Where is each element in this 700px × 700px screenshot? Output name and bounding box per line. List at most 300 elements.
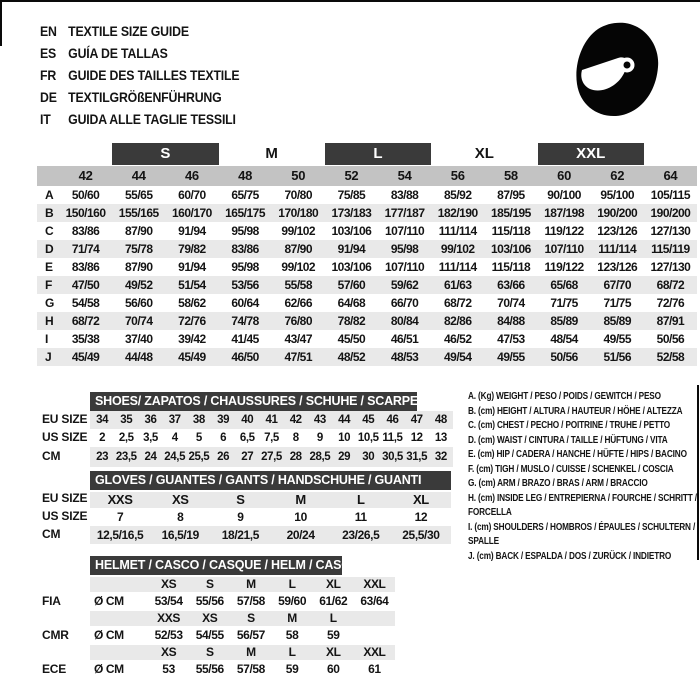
- cell: 47: [410, 414, 423, 426]
- diameter-unit-label: Ø CM: [94, 628, 124, 642]
- cell: 71/74: [71, 242, 100, 256]
- cell: 50/56: [656, 332, 685, 346]
- row-letter: F: [45, 278, 53, 292]
- cell: 12: [410, 432, 423, 444]
- cell: 30,5: [382, 451, 403, 463]
- size-header-cell: 62: [610, 168, 625, 183]
- cell: 6,5: [239, 432, 255, 444]
- table-row: [37, 330, 697, 348]
- cell: 57/58: [236, 594, 265, 608]
- language-row: [40, 108, 239, 130]
- diameter-unit-label: Ø CM: [94, 594, 124, 608]
- legend-item: B. (cm) HEIGHT / ALTURA / HAUTEUR / HÖHE / ALTEZZA: [468, 404, 683, 417]
- cell: 115/119: [651, 242, 690, 256]
- cell: 103/106: [490, 242, 531, 256]
- cell: 72/76: [178, 314, 206, 328]
- cell: 52/58: [656, 350, 685, 364]
- table-row: [37, 276, 697, 294]
- cell: 59/62: [390, 278, 419, 292]
- cell: 85/92: [443, 188, 472, 202]
- cell: 48/53: [390, 350, 419, 364]
- helmet-values-row: [90, 628, 395, 643]
- cell: 83/88: [390, 188, 419, 202]
- row-letter: C: [45, 224, 54, 238]
- cell: 47/53: [497, 332, 525, 346]
- diameter-unit-label: Ø CM: [94, 662, 124, 676]
- cell: 115/118: [491, 260, 531, 274]
- cell: 7,5: [264, 432, 279, 444]
- cell: 12,5/16,5: [96, 528, 144, 542]
- cell: 187/198: [544, 206, 585, 220]
- cell: 5: [195, 432, 202, 444]
- table-row: [37, 348, 697, 366]
- cell: 61/62: [319, 594, 348, 608]
- cell: 58: [285, 628, 299, 642]
- cell: 80/84: [390, 314, 419, 328]
- measurement-legend: [468, 389, 697, 563]
- cell: 95/98: [390, 242, 419, 256]
- cell: XS: [202, 611, 218, 625]
- cell: XXS: [107, 492, 133, 507]
- size-header-cell: 52: [344, 168, 359, 183]
- cell: 18/21,5: [221, 528, 260, 542]
- cell: 58/62: [178, 296, 206, 310]
- size-group-row: [37, 143, 697, 165]
- helmet-standard-label: FIA: [42, 594, 61, 608]
- cell: 70/74: [124, 314, 153, 328]
- cell: 45: [362, 414, 375, 426]
- cell: 53: [162, 662, 175, 676]
- cell: 190/200: [650, 206, 691, 220]
- cell: 155/165: [118, 206, 159, 220]
- cell: XS: [171, 492, 189, 507]
- cell: 99/102: [281, 224, 316, 238]
- cell: 49/55: [497, 350, 525, 364]
- cell: 35: [120, 414, 133, 426]
- gloves-row-cm: [90, 526, 451, 544]
- cell: 185/195: [490, 206, 531, 220]
- cell: 11,5: [382, 432, 403, 444]
- cell: 48: [434, 414, 447, 426]
- cell: 7: [116, 510, 124, 524]
- cell: 87/90: [284, 242, 312, 256]
- cell: L: [356, 492, 365, 507]
- cell: 105/115: [650, 188, 691, 202]
- size-group-m: M: [265, 145, 278, 162]
- cell: 52/53: [154, 628, 183, 642]
- cell: 53/56: [231, 278, 259, 292]
- cell: [90, 611, 148, 626]
- cell: L: [329, 611, 337, 625]
- legend-item: G. (cm) ARM / BRAZO / BRAS / ARM / BRACCIO: [468, 477, 648, 489]
- cell: 68/72: [656, 278, 685, 292]
- cell: 29: [338, 451, 351, 463]
- cell: 28,5: [309, 451, 331, 463]
- cell: 44/48: [124, 350, 153, 364]
- cell: M: [246, 577, 256, 591]
- size-header-row: [37, 166, 697, 186]
- cell: 103/106: [331, 224, 372, 238]
- cell: 40: [241, 414, 254, 426]
- cell: [90, 645, 148, 660]
- shoes-row-us: [90, 429, 453, 447]
- cell: 9: [237, 510, 244, 524]
- right-border-line: [697, 385, 699, 560]
- cell: 41: [265, 414, 278, 426]
- cell: 65/68: [550, 278, 578, 292]
- helmet-values-row: [90, 594, 395, 609]
- corner-cell: [37, 166, 59, 186]
- language-row: [40, 20, 239, 42]
- cell: 16,5/19: [161, 528, 199, 542]
- cell: 49/54: [443, 350, 472, 364]
- language-code: EN: [40, 23, 57, 39]
- cell: 23/26,5: [342, 528, 380, 542]
- shoes-section-header: SHOES/ ZAPATOS / CHAUSSURES / SCHUHE / SCARPE: [90, 392, 417, 411]
- cell: 47/50: [71, 278, 100, 292]
- language-title-list: [40, 20, 239, 130]
- cell: 83/86: [71, 224, 100, 238]
- cell: 115/118: [491, 224, 531, 238]
- cell: 10: [338, 432, 351, 444]
- cell: 123/126: [597, 224, 638, 238]
- cell: 43: [313, 414, 326, 426]
- cell: 46: [386, 414, 399, 426]
- cell: 79/82: [178, 242, 206, 256]
- cell: 48/54: [550, 332, 578, 346]
- cell: 68/72: [443, 296, 472, 310]
- cell: 51/56: [603, 350, 631, 364]
- table-row: [37, 186, 697, 204]
- cell: S: [247, 611, 255, 625]
- cell: 76/80: [284, 314, 312, 328]
- cell: 87/95: [497, 188, 525, 202]
- table-row: [37, 258, 697, 276]
- cell: 99/102: [440, 242, 475, 256]
- cell: 48/52: [337, 350, 366, 364]
- cell: 25,5: [188, 451, 210, 463]
- cell: 95/98: [231, 224, 259, 238]
- cell: 111/114: [438, 224, 477, 238]
- legend-item: D. (cm) WAIST / CINTURA / TAILLE / HÜFTUNG / VITA: [468, 433, 668, 446]
- cell: 55/65: [124, 188, 153, 202]
- cell: 63/66: [497, 278, 525, 292]
- legend-item: I. (cm) SHOULDERS / HOMBROS / ÉPAULES / SCHULTERN / SPALLE: [468, 520, 696, 547]
- cell: 82/86: [443, 314, 472, 328]
- measurement-rows: [37, 186, 697, 366]
- cell: 66/70: [390, 296, 419, 310]
- cell: 20/24: [286, 528, 315, 542]
- cell: 107/110: [544, 242, 584, 256]
- helmet-values-row: [90, 662, 395, 677]
- cell: 99/102: [281, 260, 316, 274]
- cell: 11: [354, 510, 367, 524]
- cell: 85/89: [550, 314, 578, 328]
- gloves-row-label: EU SIZE: [42, 491, 88, 505]
- language-row: [40, 42, 239, 64]
- language-title: TEXTILGRÖßENFÜHRUNG: [68, 89, 222, 105]
- cell: 47/51: [284, 350, 312, 364]
- cell: 56/57: [236, 628, 265, 642]
- cell: S: [236, 492, 245, 507]
- cell: 50/56: [550, 350, 578, 364]
- cell: XS: [160, 577, 177, 591]
- cell: 50/60: [71, 188, 100, 202]
- row-letter: B: [45, 206, 54, 220]
- cell: 10: [294, 510, 307, 524]
- language-title: TEXTILE SIZE GUIDE: [68, 23, 189, 39]
- cell: 85/89: [603, 314, 631, 328]
- legend-item: A. (Kg) WEIGHT / PESO / POIDS / GEWITCH / PESO: [468, 390, 661, 402]
- cell: 3,5: [143, 432, 158, 444]
- table-row: [37, 294, 697, 312]
- shoes-row-eu: [90, 411, 453, 429]
- cell: 60: [326, 662, 340, 676]
- cell: 2: [99, 432, 106, 444]
- table-row: [37, 204, 697, 222]
- cell: M: [287, 611, 297, 625]
- gloves-row-eu: [90, 492, 451, 508]
- size-header-cell: 44: [131, 168, 146, 183]
- row-letter: J: [45, 350, 52, 364]
- cell: 107/110: [384, 260, 425, 274]
- legend-item: F. (cm) TIGH / MUSLO / CUISSE / SCHENKEL / COSCIA: [468, 462, 674, 475]
- gloves-section-header: GLOVES / GUANTES / GANTS / HANDSCHUHE / GUANTI: [90, 471, 451, 490]
- size-header-cell: 54: [397, 168, 412, 183]
- cell: 27: [241, 451, 254, 463]
- left-border-line: [0, 0, 2, 46]
- cell: 55/56: [195, 662, 224, 676]
- shoes-row-label: EU SIZE: [42, 412, 88, 426]
- cell: 60/70: [178, 188, 206, 202]
- cell: 83/86: [71, 260, 100, 274]
- language-title: GUÍA DE TALLAS: [68, 45, 168, 61]
- cell: 72/76: [656, 296, 685, 310]
- cell: 71/75: [603, 296, 631, 310]
- cell: 61: [368, 662, 381, 676]
- row-letter: G: [45, 296, 55, 310]
- cell: 62/66: [284, 296, 312, 310]
- size-header-cell: 56: [450, 168, 465, 183]
- cell: [354, 628, 395, 643]
- cell: 165/175: [225, 206, 266, 220]
- shoes-row-label: US SIZE: [42, 430, 88, 444]
- cell: 30: [362, 451, 375, 463]
- language-row: [40, 64, 239, 86]
- cell: 8: [177, 510, 184, 524]
- top-border-line: [0, 0, 700, 2]
- cell: XXS: [157, 611, 180, 625]
- size-header-cell: 60: [557, 168, 572, 183]
- cell: M: [295, 492, 306, 507]
- size-header-cell: 58: [503, 168, 518, 183]
- cell: XL: [325, 645, 341, 659]
- cell: 87/90: [124, 224, 153, 238]
- helmet-standard-label: ECE: [42, 662, 67, 676]
- shoes-row-label: CM: [42, 449, 61, 463]
- cell: 39/42: [178, 332, 206, 346]
- cell: 150/160: [65, 206, 106, 220]
- cell: 103/106: [331, 260, 372, 274]
- cell: 10,5: [357, 432, 379, 444]
- cell: 170/180: [278, 206, 319, 220]
- cell: 46/51: [390, 332, 419, 346]
- table-row: [37, 222, 697, 240]
- size-group-l: L: [325, 143, 431, 165]
- cell: 37: [168, 414, 181, 426]
- cell: 43/47: [284, 332, 312, 346]
- cell: 83/86: [231, 242, 259, 256]
- cell: 190/200: [597, 206, 638, 220]
- cell: 12: [414, 510, 428, 524]
- size-header-cell: 50: [291, 168, 306, 183]
- legend-item: H. (cm) INSIDE LEG / ENTREPIERNA / FOURCHE / SCHRITT / FORCELLA: [468, 491, 697, 518]
- helmet-sizes-row: [90, 645, 395, 660]
- cell: 87/90: [124, 260, 153, 274]
- language-code: FR: [40, 67, 57, 83]
- cell: 37/40: [124, 332, 153, 346]
- cell: 160/170: [171, 206, 212, 220]
- cell: 57/58: [236, 662, 265, 676]
- cell: 123/126: [597, 260, 638, 274]
- helmet-sizes-row: [90, 611, 395, 626]
- cell: XL: [325, 577, 341, 591]
- cell: 8: [292, 432, 299, 444]
- row-letter: A: [45, 188, 54, 202]
- size-group-xxl: XXL: [538, 143, 644, 165]
- cell: 24,5: [164, 451, 186, 463]
- cell: 36: [144, 414, 157, 426]
- cell: 46/50: [231, 350, 259, 364]
- legend-item: E. (cm) HIP / CADERA / HANCHE / HÜFTE / HIPS / BACINO: [468, 448, 687, 460]
- cell: 91/94: [178, 224, 206, 238]
- cell: 119/122: [544, 260, 584, 274]
- language-title: GUIDE DES TAILLES TEXTILE: [68, 67, 240, 83]
- cell: 59/60: [278, 594, 307, 608]
- language-code: DE: [40, 89, 57, 105]
- cell: 95/98: [231, 260, 259, 274]
- shoes-row-cm: [90, 447, 453, 467]
- cell: 44: [338, 414, 351, 426]
- cell: XS: [160, 645, 177, 659]
- cell: 6: [220, 432, 227, 444]
- cell: 84/88: [497, 314, 525, 328]
- size-header-cell: 64: [663, 168, 678, 183]
- cell: 60/64: [231, 296, 259, 310]
- cell: 91/94: [337, 242, 366, 256]
- row-letter: I: [45, 332, 49, 346]
- cell: 63/64: [360, 594, 389, 608]
- helmet-sizes-row: [90, 577, 395, 592]
- language-code: ES: [40, 45, 57, 61]
- cell: XXL: [363, 577, 386, 591]
- cell: 75/78: [124, 242, 153, 256]
- gloves-row-label: US SIZE: [42, 509, 88, 523]
- cell: 111/114: [438, 260, 477, 274]
- legend-item: J. (cm) BACK / ESPALDA / DOS / ZURÜCK / INDIETRO: [468, 549, 672, 562]
- cell: 45/50: [337, 332, 366, 346]
- gloves-row-us: [90, 508, 451, 526]
- size-header-cell: 42: [78, 168, 93, 183]
- cell: 64/68: [337, 296, 366, 310]
- helmet-section-header: HELMET / CASCO / CASQUE / HELM / CASCO: [90, 556, 342, 575]
- cell: 90/100: [547, 188, 581, 202]
- cell: 49/52: [124, 278, 153, 292]
- cell: [354, 611, 395, 626]
- cell: 42: [289, 414, 302, 426]
- cell: 55/56: [195, 594, 224, 608]
- row-letter: E: [45, 260, 54, 274]
- cell: 38: [192, 414, 205, 426]
- cell: 67/70: [603, 278, 631, 292]
- legend-item: C. (cm) CHEST / PECHO / POITRINE / TRUHE / PETTO: [468, 419, 671, 431]
- row-letter: H: [45, 314, 54, 328]
- cell: [90, 577, 148, 592]
- cell: 78/82: [337, 314, 366, 328]
- cell: XL: [413, 492, 429, 507]
- cell: 9: [316, 432, 323, 444]
- cell: 182/190: [437, 206, 478, 220]
- cell: L: [288, 577, 296, 591]
- cell: 107/110: [384, 224, 425, 238]
- cell: 46/52: [443, 332, 472, 346]
- cell: 91/94: [178, 260, 206, 274]
- cell: XXL: [363, 645, 386, 659]
- cell: 45/49: [178, 350, 206, 364]
- cell: 53/54: [154, 594, 183, 608]
- cell: M: [246, 645, 256, 659]
- cell: 57/60: [337, 278, 366, 292]
- cell: 87/91: [656, 314, 685, 328]
- cell: 61/63: [443, 278, 472, 292]
- cell: L: [288, 645, 296, 659]
- cell: S: [205, 645, 214, 659]
- cell: 71/75: [550, 296, 578, 310]
- cell: 32: [434, 451, 447, 463]
- cell: 75/85: [337, 188, 366, 202]
- cell: 45/49: [71, 350, 100, 364]
- size-header-cell: 46: [184, 168, 199, 183]
- cell: 68/72: [71, 314, 100, 328]
- cell: 24: [144, 451, 157, 463]
- cell: 27,5: [261, 451, 282, 463]
- cell: 34: [96, 414, 109, 426]
- cell: 54/58: [71, 296, 100, 310]
- cell: 95/100: [600, 188, 635, 202]
- cell: 4: [171, 432, 178, 444]
- cell: 59: [326, 628, 340, 642]
- cell: 127/130: [650, 224, 691, 238]
- size-header-cell: 48: [238, 168, 253, 183]
- cell: 23: [96, 451, 109, 463]
- cell: 74/78: [231, 314, 259, 328]
- cell: 59: [285, 662, 299, 676]
- cell: 26: [217, 451, 230, 463]
- size-group-s: S: [112, 143, 218, 165]
- cell: 55/58: [284, 278, 312, 292]
- cell: 23,5: [115, 451, 137, 463]
- cell: 56/60: [124, 296, 153, 310]
- cell: 51/54: [178, 278, 206, 292]
- racing-helmet-icon: [570, 20, 660, 120]
- gloves-row-label: CM: [42, 527, 61, 541]
- language-row: [40, 86, 239, 108]
- cell: 39: [217, 414, 230, 426]
- table-row: [37, 312, 697, 330]
- cell: 173/183: [331, 206, 372, 220]
- cell: 65/75: [231, 188, 259, 202]
- cell: 31,5: [406, 451, 428, 463]
